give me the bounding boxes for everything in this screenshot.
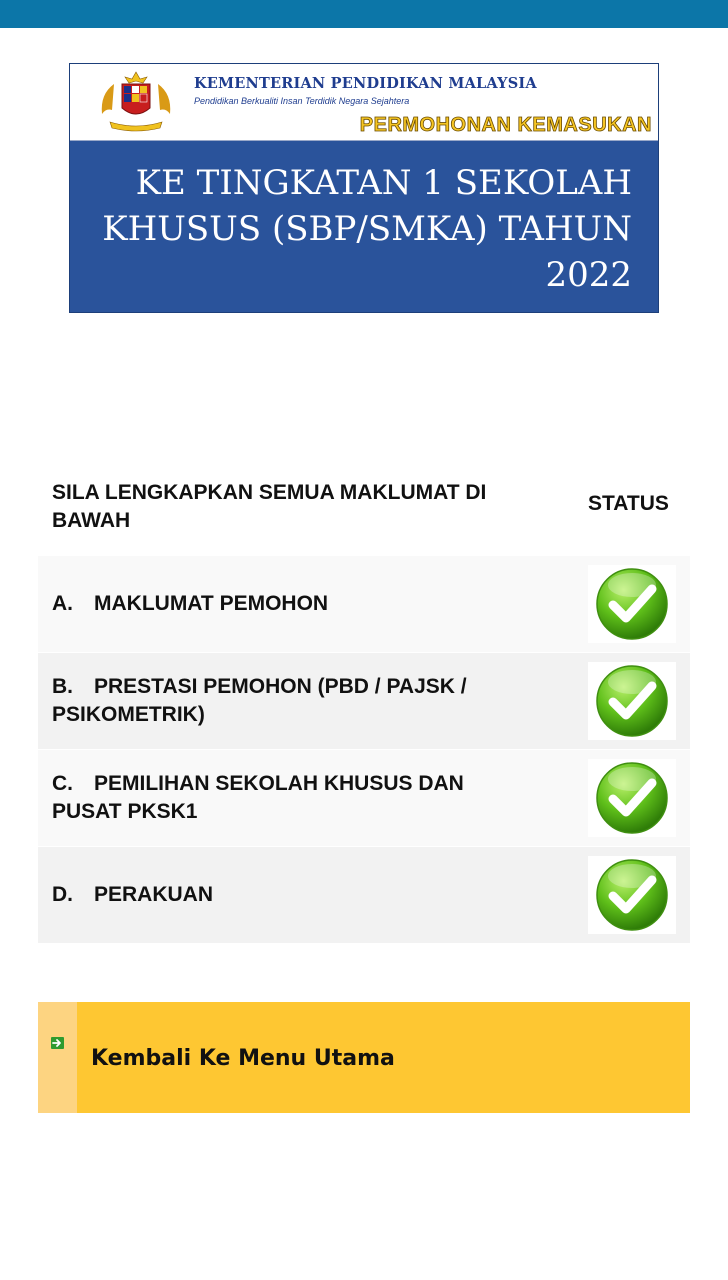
item-letter: D.	[52, 883, 73, 906]
checklist-item-label	[52, 673, 522, 729]
banner-subtitle: PERMOHONAN KEMASUKAN	[359, 114, 652, 136]
checklist-item-prestasi-pemohon[interactable]	[38, 653, 690, 750]
status-complete-icon	[588, 565, 676, 643]
item-letter: B.	[52, 675, 73, 698]
button-accent-strip	[38, 1002, 77, 1113]
item-text: PRESTASI PEMOHON (PBD / PAJSK / PSIKOMETRIK)	[52, 675, 467, 726]
item-text: PERAKUAN	[94, 883, 214, 906]
back-to-main-menu-button[interactable]	[38, 1002, 690, 1113]
checklist-item-pemilihan-sekolah[interactable]	[38, 750, 690, 847]
banner-title: KE TINGKATAN 1 SEKOLAH KHUSUS (SBP/SMKA) TAHUN 2022	[102, 163, 632, 295]
back-button-label: Kembali Ke Menu Utama	[91, 1046, 395, 1071]
status-complete-icon	[588, 856, 676, 934]
item-text: MAKLUMAT PEMOHON	[94, 592, 329, 615]
checklist-item-maklumat-pemohon[interactable]	[38, 556, 690, 653]
status-complete-icon	[588, 759, 676, 837]
checklist-item-perakuan[interactable]	[38, 847, 690, 944]
banner-header-strip	[70, 64, 658, 141]
checklist-item-label	[52, 590, 522, 618]
checklist-item-label	[52, 770, 522, 826]
checklist	[38, 556, 690, 944]
arrow-right-icon	[51, 1037, 64, 1049]
coat-of-arms-icon	[94, 70, 178, 136]
item-letter: C.	[52, 772, 73, 795]
ministry-motto: Pendidikan Berkualiti Insan Terdidik Negara Sejahtera	[194, 96, 410, 106]
instruction-heading: SILA LENGKAPKAN SEMUA MAKLUMAT DI BAWAH	[52, 481, 487, 532]
item-letter: A.	[52, 592, 73, 615]
item-text: PEMILIHAN SEKOLAH KHUSUS DAN PUSAT PKSK1	[52, 772, 464, 823]
ministry-name: KEMENTERIAN PENDIDIKAN MALAYSIA	[194, 75, 537, 92]
status-column-header: STATUS	[588, 492, 669, 515]
status-complete-icon	[588, 662, 676, 740]
header-banner	[69, 63, 659, 313]
checklist-item-label	[52, 881, 522, 909]
top-bar	[0, 0, 728, 28]
